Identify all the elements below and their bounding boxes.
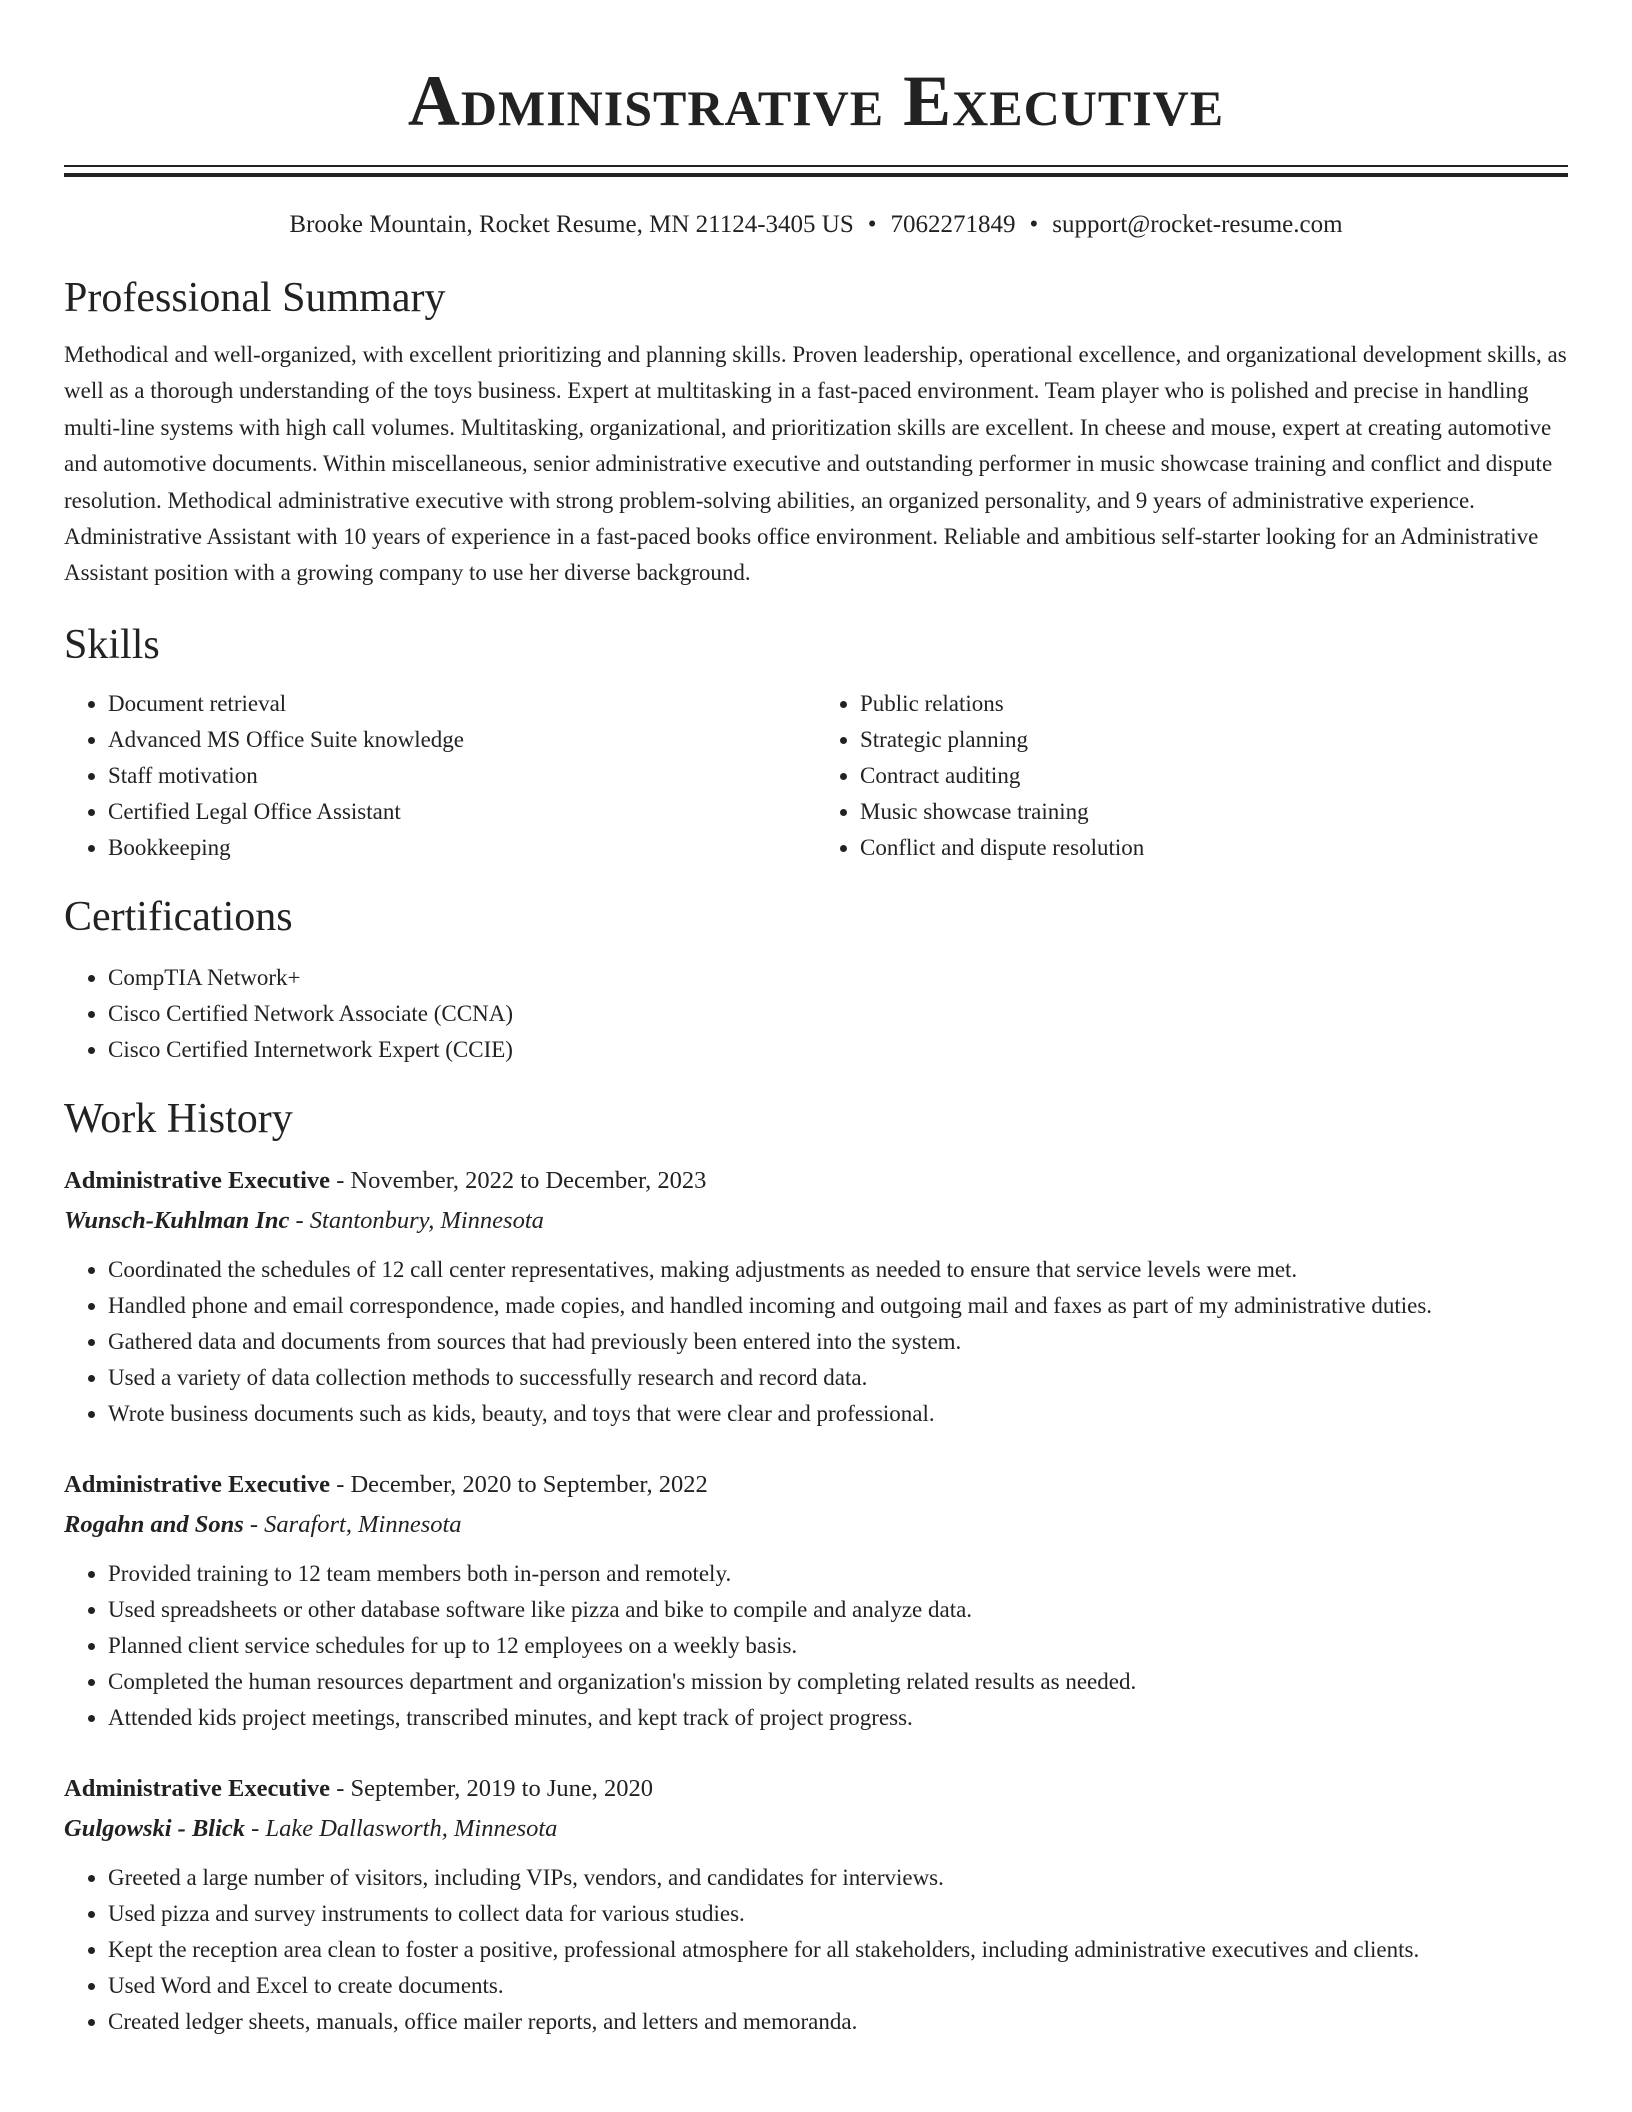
job-dates: - December, 2020 to September, 2022 (330, 1470, 708, 1498)
job-bullet: • Completed the human resources department and organization's mission by completing related results as needed. (108, 1664, 1568, 1700)
summary-text: Methodical and well-organized, with excellent prioritizing and planning skills. Proven leadership, operational excellence, and organizational development skills, as well as a thorough understanding of the toys business. Expert at multitasking in a fast-paced environment. Team player who is polished and precise in handling multi-line systems with high call volumes. Multitasking, organizational, and prioritization skills are excellent. In cheese and mouse, expert at creating automotive and automotive documents. Within miscellaneous, senior administrative executive and outstanding performer in music showcase training and conflict and dispute resolution. Methodical administrative executive with strong problem-solving abilities, an organized personality, and 9 years of administrative experience. Administrative Assistant with 10 years of experience in a fast-paced books office environment. Reliable and ambitious self-starter looking for an Administrative Assistant position with a growing company to use her diverse background. (64, 342, 1567, 586)
skills-list (64, 686, 1568, 866)
job-title-line (64, 1466, 1568, 1504)
skill-item: • Certified Legal Office Assistant (108, 794, 816, 830)
resume-title: Administrative Executive (407, 61, 1225, 141)
work-history-heading: Work History (64, 1095, 293, 1142)
skill-item: • Strategic planning (860, 722, 1568, 758)
job-title: Administrative Executive (64, 1166, 331, 1194)
skill-item: • Staff motivation (108, 758, 816, 794)
job-entry (64, 1466, 1568, 1736)
job-bullets (64, 1252, 1568, 1432)
job-title-line (64, 1770, 1568, 1808)
job-bullets (64, 1556, 1568, 1736)
job-company: Gulgowski - Blick (64, 1814, 246, 1842)
job-company: Rogahn and Sons (64, 1510, 244, 1538)
job-bullet: • Used a variety of data collection methods to successfully research and record data. (108, 1360, 1568, 1396)
summary-heading: Professional Summary (64, 275, 446, 321)
contact-email: support@rocket-resume.com (1052, 211, 1343, 238)
contact-line (64, 209, 1568, 241)
job-bullet: • Used Word and Excel to create documents. (108, 1968, 1568, 2004)
job-bullet: • Attended kids project meetings, transcribed minutes, and kept track of project progress. (108, 1700, 1568, 1736)
job-entry (64, 1162, 1568, 1432)
resume-page (64, 0, 1568, 2040)
contact-separator: • (867, 211, 877, 238)
job-bullet: • Planned client service schedules for up to 12 employees on a weekly basis. (108, 1628, 1568, 1664)
job-company: Wunsch-Kuhlman Inc (64, 1206, 290, 1234)
job-bullet: • Handled phone and email correspondence, made copies, and handled incoming and outgoing mail and faxes as part of my administrative duties. (108, 1288, 1568, 1324)
job-entry (64, 1770, 1568, 2040)
certifications-heading: Certifications (64, 893, 293, 940)
skills-column-right (816, 686, 1568, 866)
job-dates: - November, 2022 to December, 2023 (330, 1166, 707, 1194)
job-title: Administrative Executive (64, 1470, 331, 1498)
job-bullet: • Used pizza and survey instruments to collect data for various studies. (108, 1896, 1568, 1932)
skill-item: • Contract auditing (860, 758, 1568, 794)
title-rule-thin (64, 165, 1568, 167)
contact-phone: 7062271849 (890, 211, 1016, 238)
skills-heading: Skills (64, 621, 160, 668)
job-bullet: • Used spreadsheets or other database software like pizza and bike to compile and analyze data. (108, 1592, 1568, 1628)
job-bullet: • Kept the reception area clean to foster a positive, professional atmosphere for all stakeholders, including administrative executives and clients. (108, 1932, 1568, 1968)
skills-column-left (64, 686, 816, 866)
title-rule-thick (64, 173, 1568, 177)
job-title: Administrative Executive (64, 1774, 331, 1802)
certification-item: • Cisco Certified Internetwork Expert (CCIE) (108, 1032, 1568, 1068)
job-bullet: • Created ledger sheets, manuals, office mailer reports, and letters and memoranda. (108, 2004, 1568, 2040)
job-bullet: • Wrote business documents such as kids, beauty, and toys that were clear and professional. (108, 1396, 1568, 1432)
job-location: - Lake Dallasworth, Minnesota (245, 1814, 558, 1842)
certification-item: • Cisco Certified Network Associate (CCNA) (108, 996, 1568, 1032)
job-bullet: • Gathered data and documents from sources that had previously been entered into the system. (108, 1324, 1568, 1360)
job-title-line (64, 1162, 1568, 1200)
certification-item: • CompTIA Network+ (108, 960, 1568, 996)
skill-item: • Music showcase training (860, 794, 1568, 830)
skill-item: • Public relations (860, 686, 1568, 722)
contact-address: Brooke Mountain, Rocket Resume, MN 21124-3405 US (289, 211, 854, 238)
skill-item: • Bookkeeping (108, 830, 816, 866)
job-company-line (64, 1202, 1568, 1240)
job-location: - Stantonbury, Minnesota (289, 1206, 544, 1234)
job-company-line (64, 1810, 1568, 1848)
skill-item: • Document retrieval (108, 686, 816, 722)
job-location: - Sarafort, Minnesota (243, 1510, 462, 1538)
job-bullets (64, 1860, 1568, 2040)
job-dates: - September, 2019 to June, 2020 (330, 1774, 653, 1802)
skill-item: • Conflict and dispute resolution (860, 830, 1568, 866)
job-bullet: • Provided training to 12 team members both in-person and remotely. (108, 1556, 1568, 1592)
skill-item: • Advanced MS Office Suite knowledge (108, 722, 816, 758)
job-company-line (64, 1506, 1568, 1544)
job-bullet: • Greeted a large number of visitors, including VIPs, vendors, and candidates for interviews. (108, 1860, 1568, 1896)
job-bullet: • Coordinated the schedules of 12 call center representatives, making adjustments as needed to ensure that service levels were met. (108, 1252, 1568, 1288)
certifications-list (64, 960, 1568, 1068)
contact-separator: • (1029, 211, 1039, 238)
